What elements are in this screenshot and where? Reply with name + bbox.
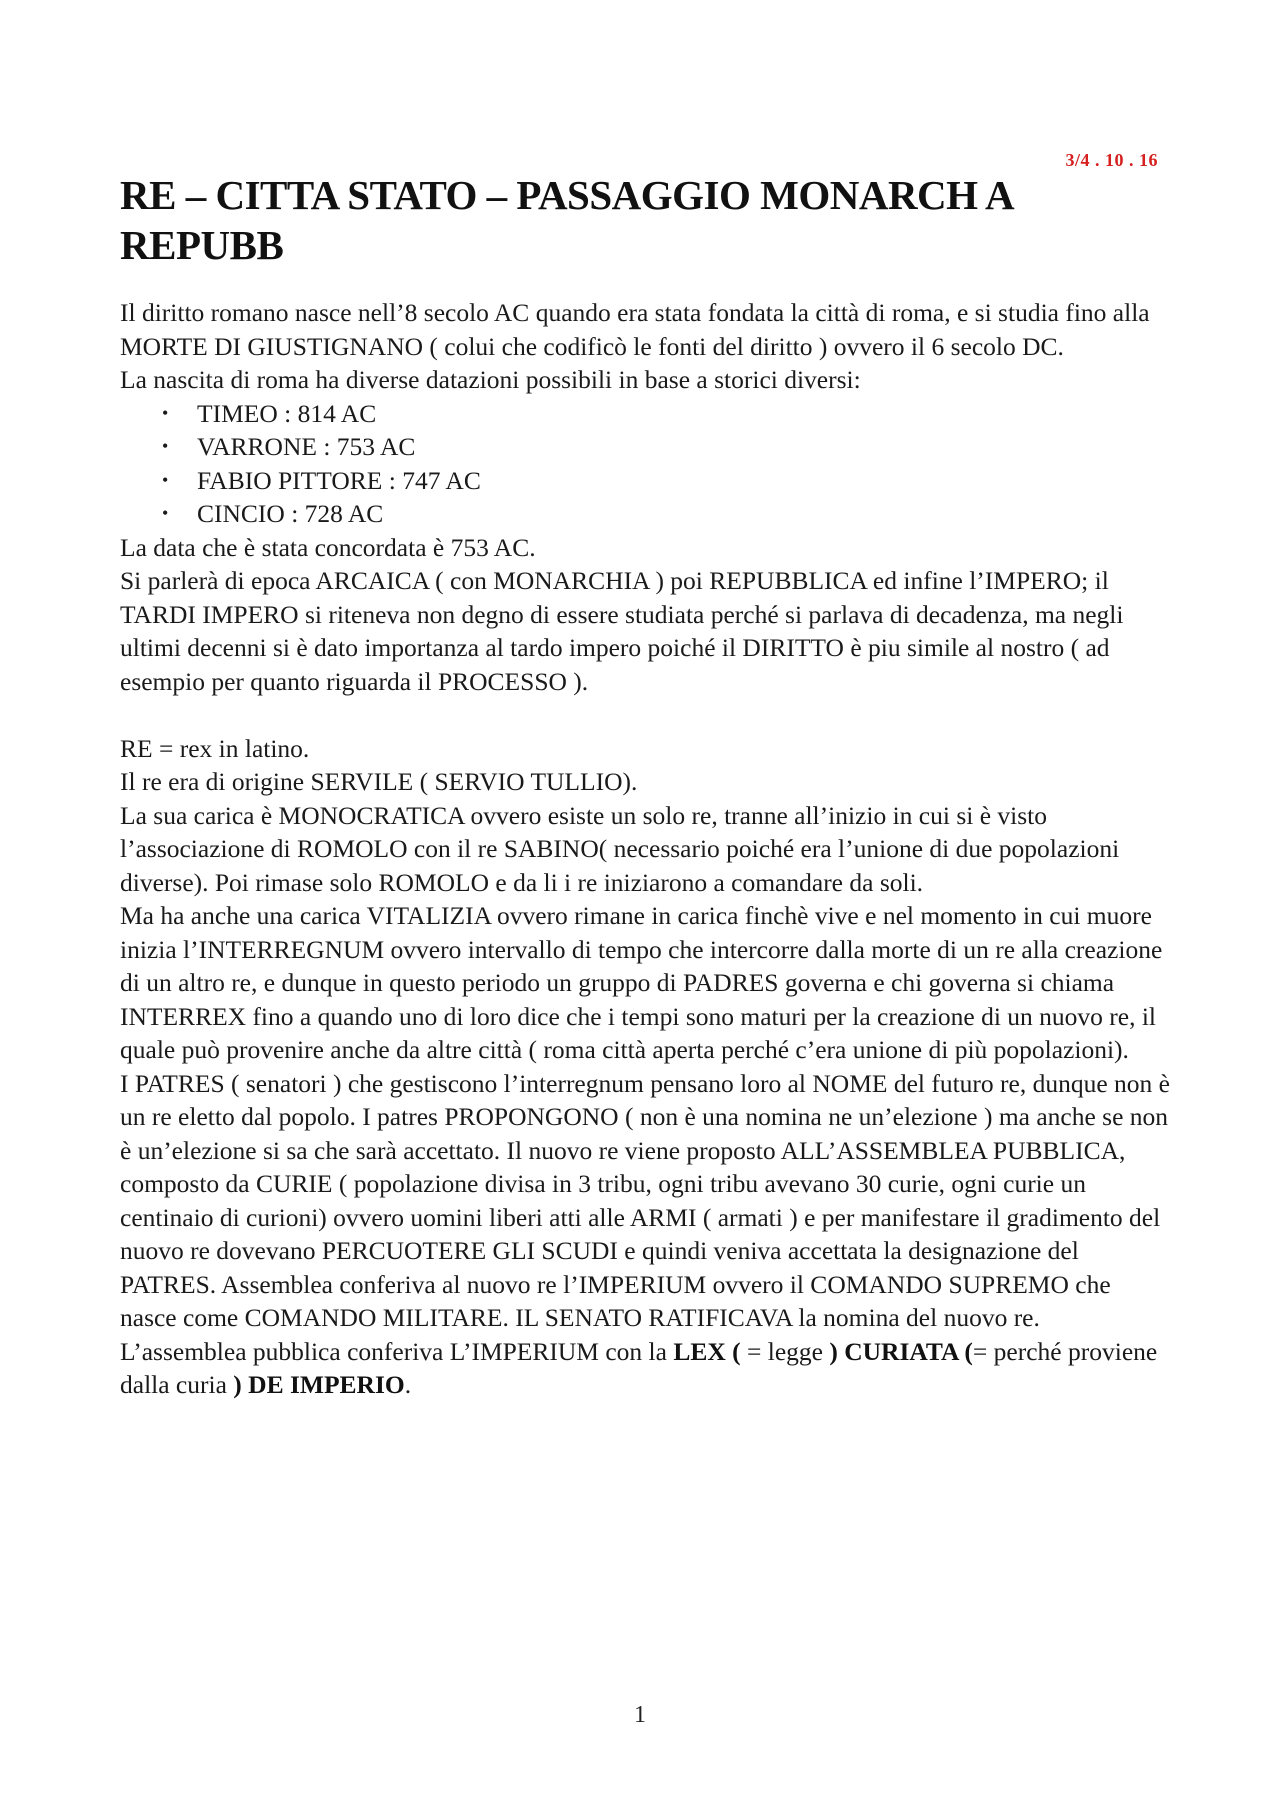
- bullet-icon: •: [162, 436, 169, 456]
- paragraph-agreed-date: La data che è stata concordata è 753 AC.: [120, 532, 536, 562]
- list-item: [120, 464, 1170, 498]
- paragraph-servile: Il re era di origine SERVILE ( SERVIO TULLIO).: [120, 767, 638, 796]
- dating-list: [120, 397, 1170, 531]
- date-note: 3/4 . 10 . 16: [1065, 150, 1158, 170]
- list-item-text: CINCIO : 728 AC: [197, 499, 384, 528]
- list-item: [120, 497, 1170, 531]
- paragraph-epochs: Si parlerà di epoca ARCAICA ( con MONARCHIA ) poi REPUBBLICA ed infine l’IMPERO; il TARDI IMPERO si riteneva non degno di essere studiata perché si parlava di decadenza, ma negli ultimi decenni si è dato importanza al tardo impero poiché il DIRITTO è piu simile al nostro ( ad esempio per quanto riguarda il PROCESSO ).: [120, 566, 1124, 696]
- list-item-text: FABIO PITTORE : 747 AC: [197, 465, 481, 495]
- list-item: [120, 430, 1170, 464]
- bullet-icon: •: [162, 402, 169, 423]
- list-item-text: TIMEO : 814 AC: [197, 398, 377, 428]
- lex-bold: LEX (: [673, 1336, 741, 1366]
- curiata-bold: ) CURIATA (: [829, 1336, 973, 1366]
- paragraph-patres: [120, 1067, 1170, 1402]
- paragraph-origin: Il diritto romano nasce nell’8 secolo AC quando era stata fondata la città di roma, e si studia fino alla MORTE DI GIUSTIGNANO ( colui che codificò le fonti del diritto ) ovvero il 6 secolo DC.: [120, 298, 1150, 361]
- paragraph-dating-intro: La nascita di roma ha diverse datazioni possibili in base a storici diversi:: [120, 365, 861, 394]
- curiata-note: = perché proviene dalla curia: [120, 1336, 1158, 1399]
- bullet-icon: •: [162, 503, 169, 523]
- page-number: 1: [634, 1702, 646, 1728]
- lex-note: = legge: [740, 1336, 830, 1366]
- document-body: [120, 296, 1170, 1402]
- paragraph-monocratica: La sua carica è MONOCRATICA ovvero esiste un solo re, tranne all’inizio in cui si è visto l’associazione di ROMOLO con il re SABINO( necessario poiché era l’unione di due popolazioni diverse). Poi rimase solo ROMOLO e da li i re iniziarono a comandare da soli.: [120, 800, 1120, 897]
- paragraph-vitalizia: Ma ha anche una carica VITALIZIA ovvero rimane in carica finchè vive e nel momento in cui muore inizia l’INTERREGNUM ovvero intervallo di tempo che intercorre dalla morte di un re alla creazione di un altro re, e dunque in questo periodo un gruppo di PADRES governa e chi governa si chiama INTERREX fino a quando uno di loro dice che i tempi sono maturi per la creazione di un nuovo re, il quale può provenire anche da altre città ( roma città aperta perché c’era unione di più popolazioni).: [120, 901, 1163, 1064]
- list-item-text: VARRONE : 753 AC: [197, 432, 416, 461]
- patres-text: I PATRES ( senatori ) che gestiscono l’interregnum pensano loro al NOME del futuro re, dunque non è un re eletto dal popolo. I patres PROPONGONO ( non è una nomina ne un’elezione ) ma anche se non è un’elezione si sa che sarà accettato. Il nuovo re viene proposto ALL’ASSEMBLEA PUBBLICA, composto da CURIE ( popolazione divisa in 3 tribu, ogni tribu avevano 30 curie, ogni curie un centinaio di curioni) ovvero uomini liberi atti alle ARMI ( armati ) e per manifestare il gradimento del nuovo re dovevano PERCUOTERE GLI SCUDI e quindi veniva accettata la designazione del PATRES. Assemblea conferiva al nuovo re l’IMPERIUM ovvero il COMANDO SUPREMO che nasce come COMANDO MILITARE. IL SENATO RATIFICAVA la nomina del nuovo re. L’assemblea pubblica conferiva L’IMPERIUM con la: [120, 1068, 1170, 1366]
- sentence-end: .: [404, 1370, 412, 1399]
- paragraph-rex: RE = rex in latino.: [120, 733, 310, 763]
- page-title: RE – CITTA STATO – PASSAGGIO MONARCH A REPUBB: [120, 172, 1012, 268]
- list-item: [120, 397, 1170, 431]
- bullet-icon: •: [162, 469, 169, 490]
- de-imperio-bold: ) DE IMPERIO: [233, 1370, 405, 1399]
- paragraph-gap: [120, 698, 1170, 732]
